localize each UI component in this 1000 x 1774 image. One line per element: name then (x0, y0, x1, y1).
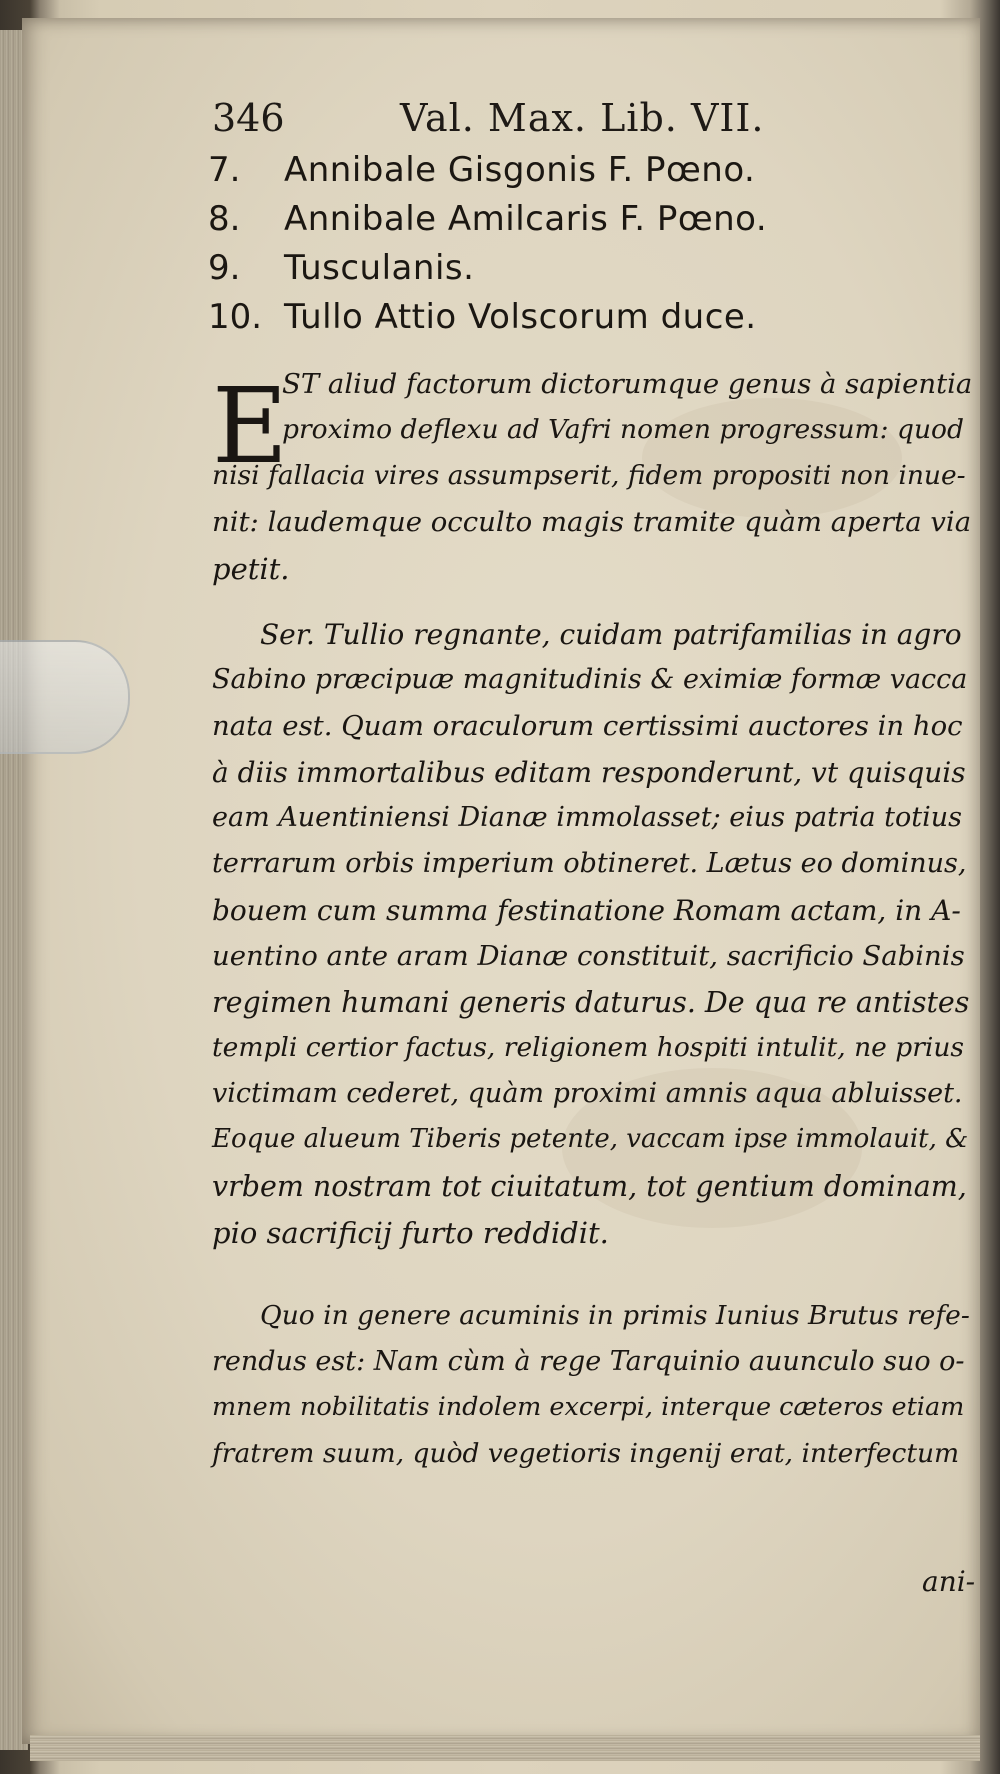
text-line: fratrem suum, quòd vegetioris ingenij erat, interfectum (212, 1438, 960, 1469)
list-item-text: Tusculanis. (284, 248, 475, 288)
book-page-edges-bottom (30, 1735, 980, 1761)
text-line: nit: laudemque occulto magis tramite quàm aperta via (212, 506, 972, 538)
list-item-number: 9. (208, 248, 241, 288)
text-line: à diis immortalibus editam responderunt, vt quisquis (212, 756, 966, 789)
text-line: victimam cederet, quàm proximi amnis aqua abluisset. (212, 1078, 963, 1109)
text-line: Eoque alueum Tiberis petente, vaccam ipse immolauit, & (212, 1124, 969, 1154)
text-line: nata est. Quam oraculorum certissimi auctores in hoc (212, 710, 963, 742)
list-item (208, 199, 908, 248)
text-line: mnem nobilitatis indolem excerpi, interque cæteros etiam (212, 1392, 965, 1422)
list-item-number: 8. (208, 199, 241, 239)
list-item-number: 10. (208, 297, 263, 337)
text-line: nisi fallacia vires assumpserit, fidem propositi non inue- (212, 460, 966, 491)
chapter-list (208, 150, 908, 346)
page-clip (0, 640, 130, 754)
catchword: ani- (922, 1565, 976, 1598)
text-line: regimen humani generis daturus. De qua re antistes (212, 986, 970, 1019)
page-header (212, 96, 792, 146)
text-line: templi certior factus, religionem hospiti intulit, ne prius (212, 1032, 965, 1063)
text-line: Sabino præcipuæ magnitudinis & eximiæ formæ vacca (212, 664, 968, 695)
text-line: vrbem nostram tot ciuitatum, tot gentium dominam, (212, 1170, 967, 1203)
text-line: Quo in genere acuminis in primis Iunius Brutus refe- (260, 1300, 970, 1331)
list-item-text: Annibale Gisgonis F. Pœno. (284, 150, 756, 190)
running-title: Val. Max. Lib. VII. (400, 96, 765, 140)
text-line: terrarum orbis imperium obtineret. Lætus eo dominus, (212, 848, 967, 879)
text-line: ST aliud factorum dictorumque genus à sapientia (282, 368, 973, 400)
text-line: uentino ante aram Dianæ constituit, sacrificio Sabinis (212, 940, 965, 972)
list-item-number: 7. (208, 150, 241, 190)
text-line: rendus est: Nam cùm à rege Tarquinio auunculo suo o- (212, 1346, 965, 1377)
text-line: petit. (212, 552, 290, 586)
list-item-text: Annibale Amilcaris F. Pœno. (284, 199, 768, 239)
text-line: proximo deflexu ad Vafri nomen progressum: quod (282, 414, 964, 445)
drop-capital: E (212, 365, 288, 487)
text-line: eam Auentiniensi Dianæ immolasset; eius patria totius (212, 802, 962, 833)
text-line: pio sacrificij furto reddidit. (212, 1216, 609, 1250)
list-item (208, 248, 908, 297)
list-item-text: Tullo Attio Volscorum duce. (284, 297, 757, 337)
text-line: bouem cum summa festinatione Romam actam, in A- (212, 894, 961, 927)
text-line: Ser. Tullio regnante, cuidam patrifamilias in agro (260, 618, 962, 651)
list-item (208, 297, 908, 346)
page-number: 346 (212, 96, 285, 140)
list-item (208, 150, 908, 199)
